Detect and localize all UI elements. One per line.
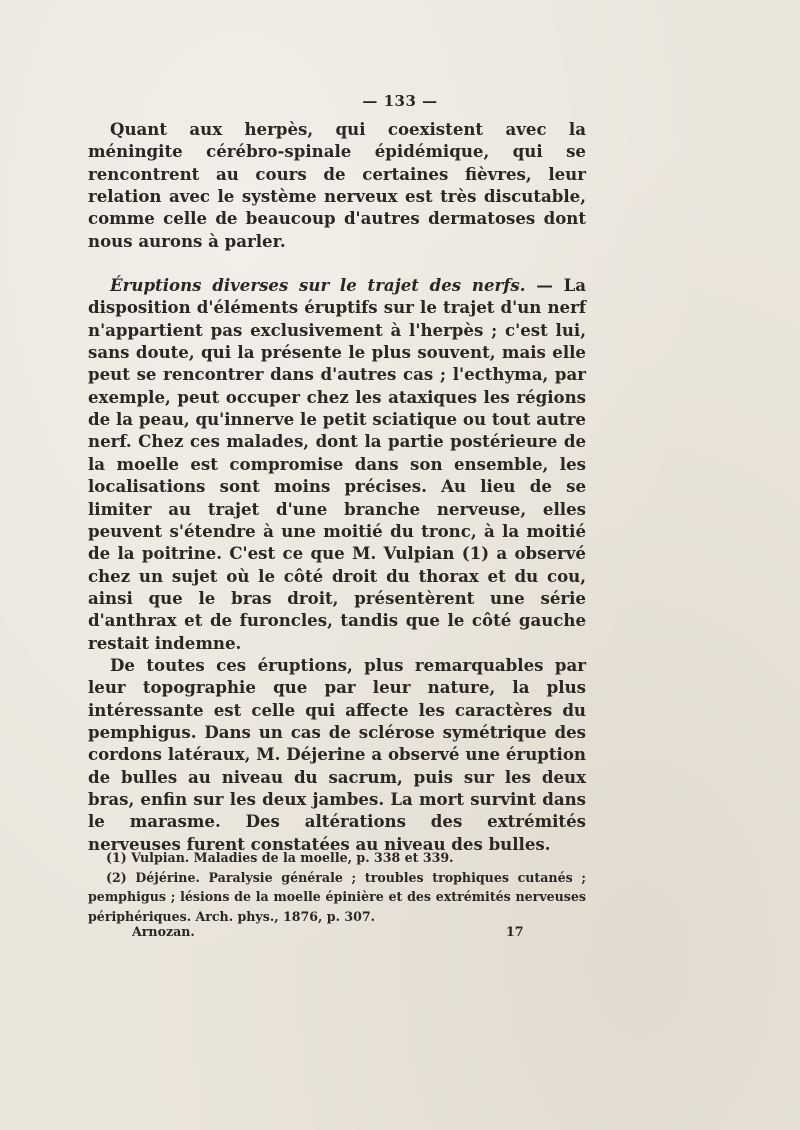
footnote-1: (1) Vulpian. Maladies de la moelle, p. 338 et 339.	[106, 850, 454, 865]
paragraph-pemphigus: De toutes ces éruptions, plus remarquables par leur topographie que par leur nature, la plus intéressante est celle qui affecte les caractères du pemphigus. Dans un cas de sclérose symétrique des cordons latéraux, M. Déjerine a observé une éruption de bulles au niveau du sacrum, puis sur les deux bras, enfin sur les deux jambes. La mort survint dans le marasme. Des altérations des extrémités nerveuses furent constatées au niveau des bulles.	[88, 654, 586, 854]
signature-number: 17	[506, 924, 524, 939]
paragraph-eruptions	[88, 274, 586, 654]
footnotes	[88, 848, 586, 926]
footnote-2: (2) Déjérine. Paralysie générale ; troubles trophiques cutanés ; pemphigus ; lésions de la moelle épinière et des extrémités nerveuses périphériques. Arch. phys., 1876, p. 307.	[88, 869, 586, 924]
main-text	[88, 118, 586, 855]
paragraph-herpes: Quant aux herpès, qui coexistent avec la méningite cérébro-spinale épidémique, qui se rencontrent au cours de certaines fièvres, leur relation avec le système nerveux est très discutable, comme celle de beaucoup d'autres dermatoses dont nous aurons à parler.	[88, 119, 586, 251]
paragraph-eruptions-text: — La disposition d'éléments éruptifs sur le trajet d'un nerf n'appartient pas exclusivement à l'herpès ; c'est lui, sans doute, qui la présente le plus souvent, mais elle peut se rencontrer dans d'autres cas ; l'ecthyma, par exemple, peut occuper chez les ataxiques les régions de la peau, qu'innerve le petit sciatique ou tout autre nerf. Chez ces malades, dont la partie postérieure de la moelle est compromise dans son ensemble, les localisations sont moins précises. Au lieu de se limiter au trajet d'une branche nerveuse, elles peuvent s'étendre à une moitié du tronc, à la moitié de la poitrine. C'est ce que M. Vulpian (1) a observé chez un sujet où le côté droit du thorax et du cou, ainsi que le bras droit, présentèrent une série d'anthrax et de furoncles, tandis que le côté gauche restait indemne.	[88, 275, 586, 653]
section-heading: Éruptions diverses sur le trajet des nerfs.	[110, 275, 526, 296]
signature-author: Arnozan.	[132, 924, 195, 939]
page-number: — 133 —	[362, 92, 438, 110]
